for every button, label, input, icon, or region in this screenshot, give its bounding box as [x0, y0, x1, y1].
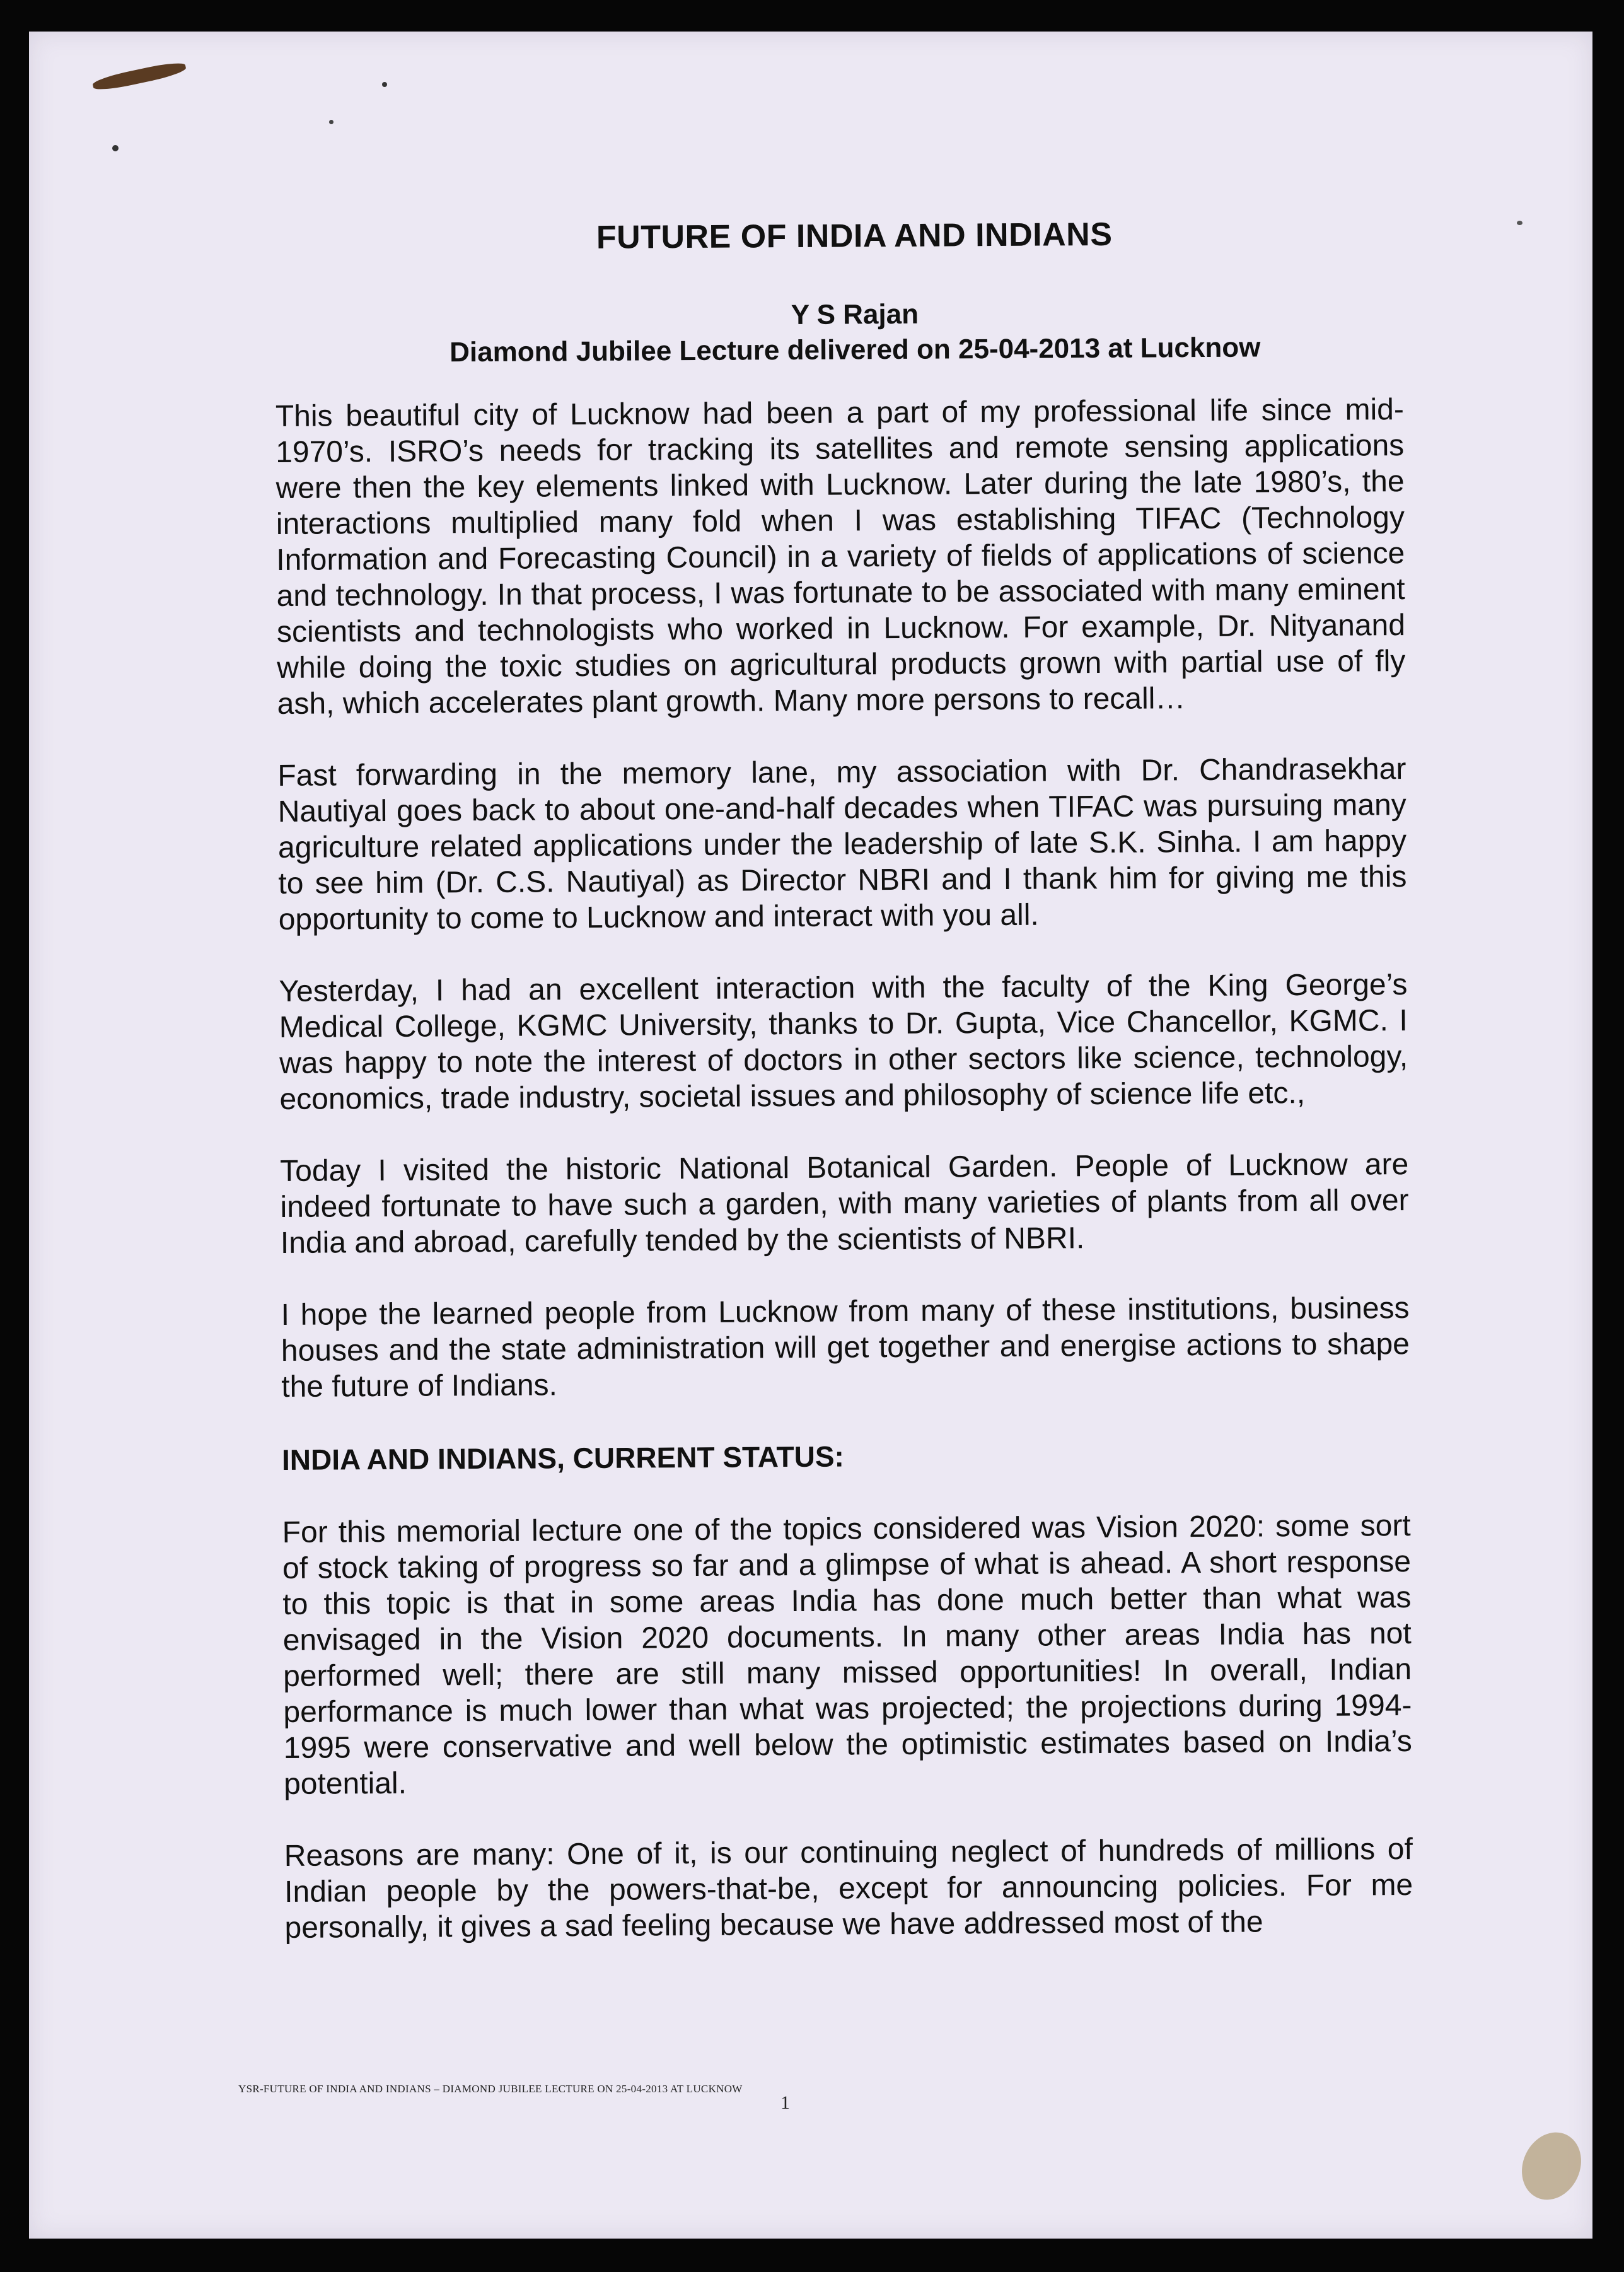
ink-speck [112, 145, 119, 151]
page-footer: YSR-FUTURE OF INDIA AND INDIANS – DIAMOND JUBILEE LECTURE ON 25-04-2013 AT LUCKNOW [238, 2083, 743, 2095]
paragraph: Today I visited the historic National Botanical Garden. People of Lucknow are indeed fortunate to have such a garden, with many varieties of plants from all over India and abroad, carefully tended by the scientists of NBRI. [280, 1148, 1409, 1260]
paragraph: I hope the learned people from Lucknow from many of these institutions, business houses and the state administration will get together and energise actions to shape the future of Indians. [281, 1291, 1410, 1404]
ink-speck [1511, 2123, 1592, 2210]
paragraph: Reasons are many: One of it, is our continuing neglect of hundreds of millions of Indian people by the powers-that-be, except for announcing policies. For me personally, it gives a sad feeling because we have addressed most of the [284, 1832, 1413, 1945]
paragraph: Fast forwarding in the memory lane, my association with Dr. Chandrasekhar Nautiyal goes back to about one-and-half decades when TIFAC was pursuing many agriculture related applications under the leadership of late S.K. Sinha. I am happy to see him (Dr. C.S. Nautiyal) as Director NBRI and I thank him for giving me this opportunity to come to Lucknow and interact with you all. [277, 752, 1407, 936]
ink-speck [382, 82, 387, 87]
ink-speck [1517, 221, 1522, 225]
ink-speck [91, 60, 187, 93]
author-name: Y S Rajan [791, 298, 919, 330]
page-title: FUTURE OF INDIA AND INDIANS [596, 216, 1113, 256]
section-heading: INDIA AND INDIANS, CURRENT STATUS: [281, 1440, 845, 1476]
paragraph: For this memorial lecture one of the topics considered was Vision 2020: some sort of stock taking of progress so far and a glimpse of what is ahead. A short response to this topic is that in some areas India has done much better than what was envisaged in the Vision 2020 documents. In many other areas India has not performed well; there are still many missed opportunities! In overall, Indian performance is much lower than what was projected; the projections during 1994-1995 were conservative and well below the optimistic estimates based on India’s potential. [282, 1509, 1412, 1801]
document-page [29, 32, 1592, 2239]
document-body [274, 214, 1413, 1946]
paragraph: Yesterday, I had an excellent interaction with the faculty of the King George’s Medical College, KGMC University, thanks to Dr. Gupta, Vice Chancellor, KGMC. I was happy to note the interest of doctors in other sectors like science, technology, economics, trade industry, societal issues and philosophy of science life etc., [279, 968, 1408, 1116]
ink-speck [329, 120, 334, 124]
paragraph: This beautiful city of Lucknow had been a part of my professional life since mid-1970’s. ISRO’s needs for tracking its satellites and remote sensing applications were then the key elements linked with Lucknow. Later during the late 1980’s, the interactions multiplied many fold when I was establishing TIFAC (Technology Information and Forecasting Council) in a variety of fields of applications of science and technology. In that process, I was fortunate to be associated with many eminent scientists and technologists who worked in Lucknow. For example, Dr. Nityanand while doing the toxic studies on agricultural products grown with partial use of fly ash, which accelerates plant growth. Many more persons to recall… [275, 393, 1406, 721]
page-number: 1 [780, 2092, 790, 2113]
lecture-subtitle: Diamond Jubilee Lecture delivered on 25-04-2013 at Lucknow [450, 332, 1261, 368]
